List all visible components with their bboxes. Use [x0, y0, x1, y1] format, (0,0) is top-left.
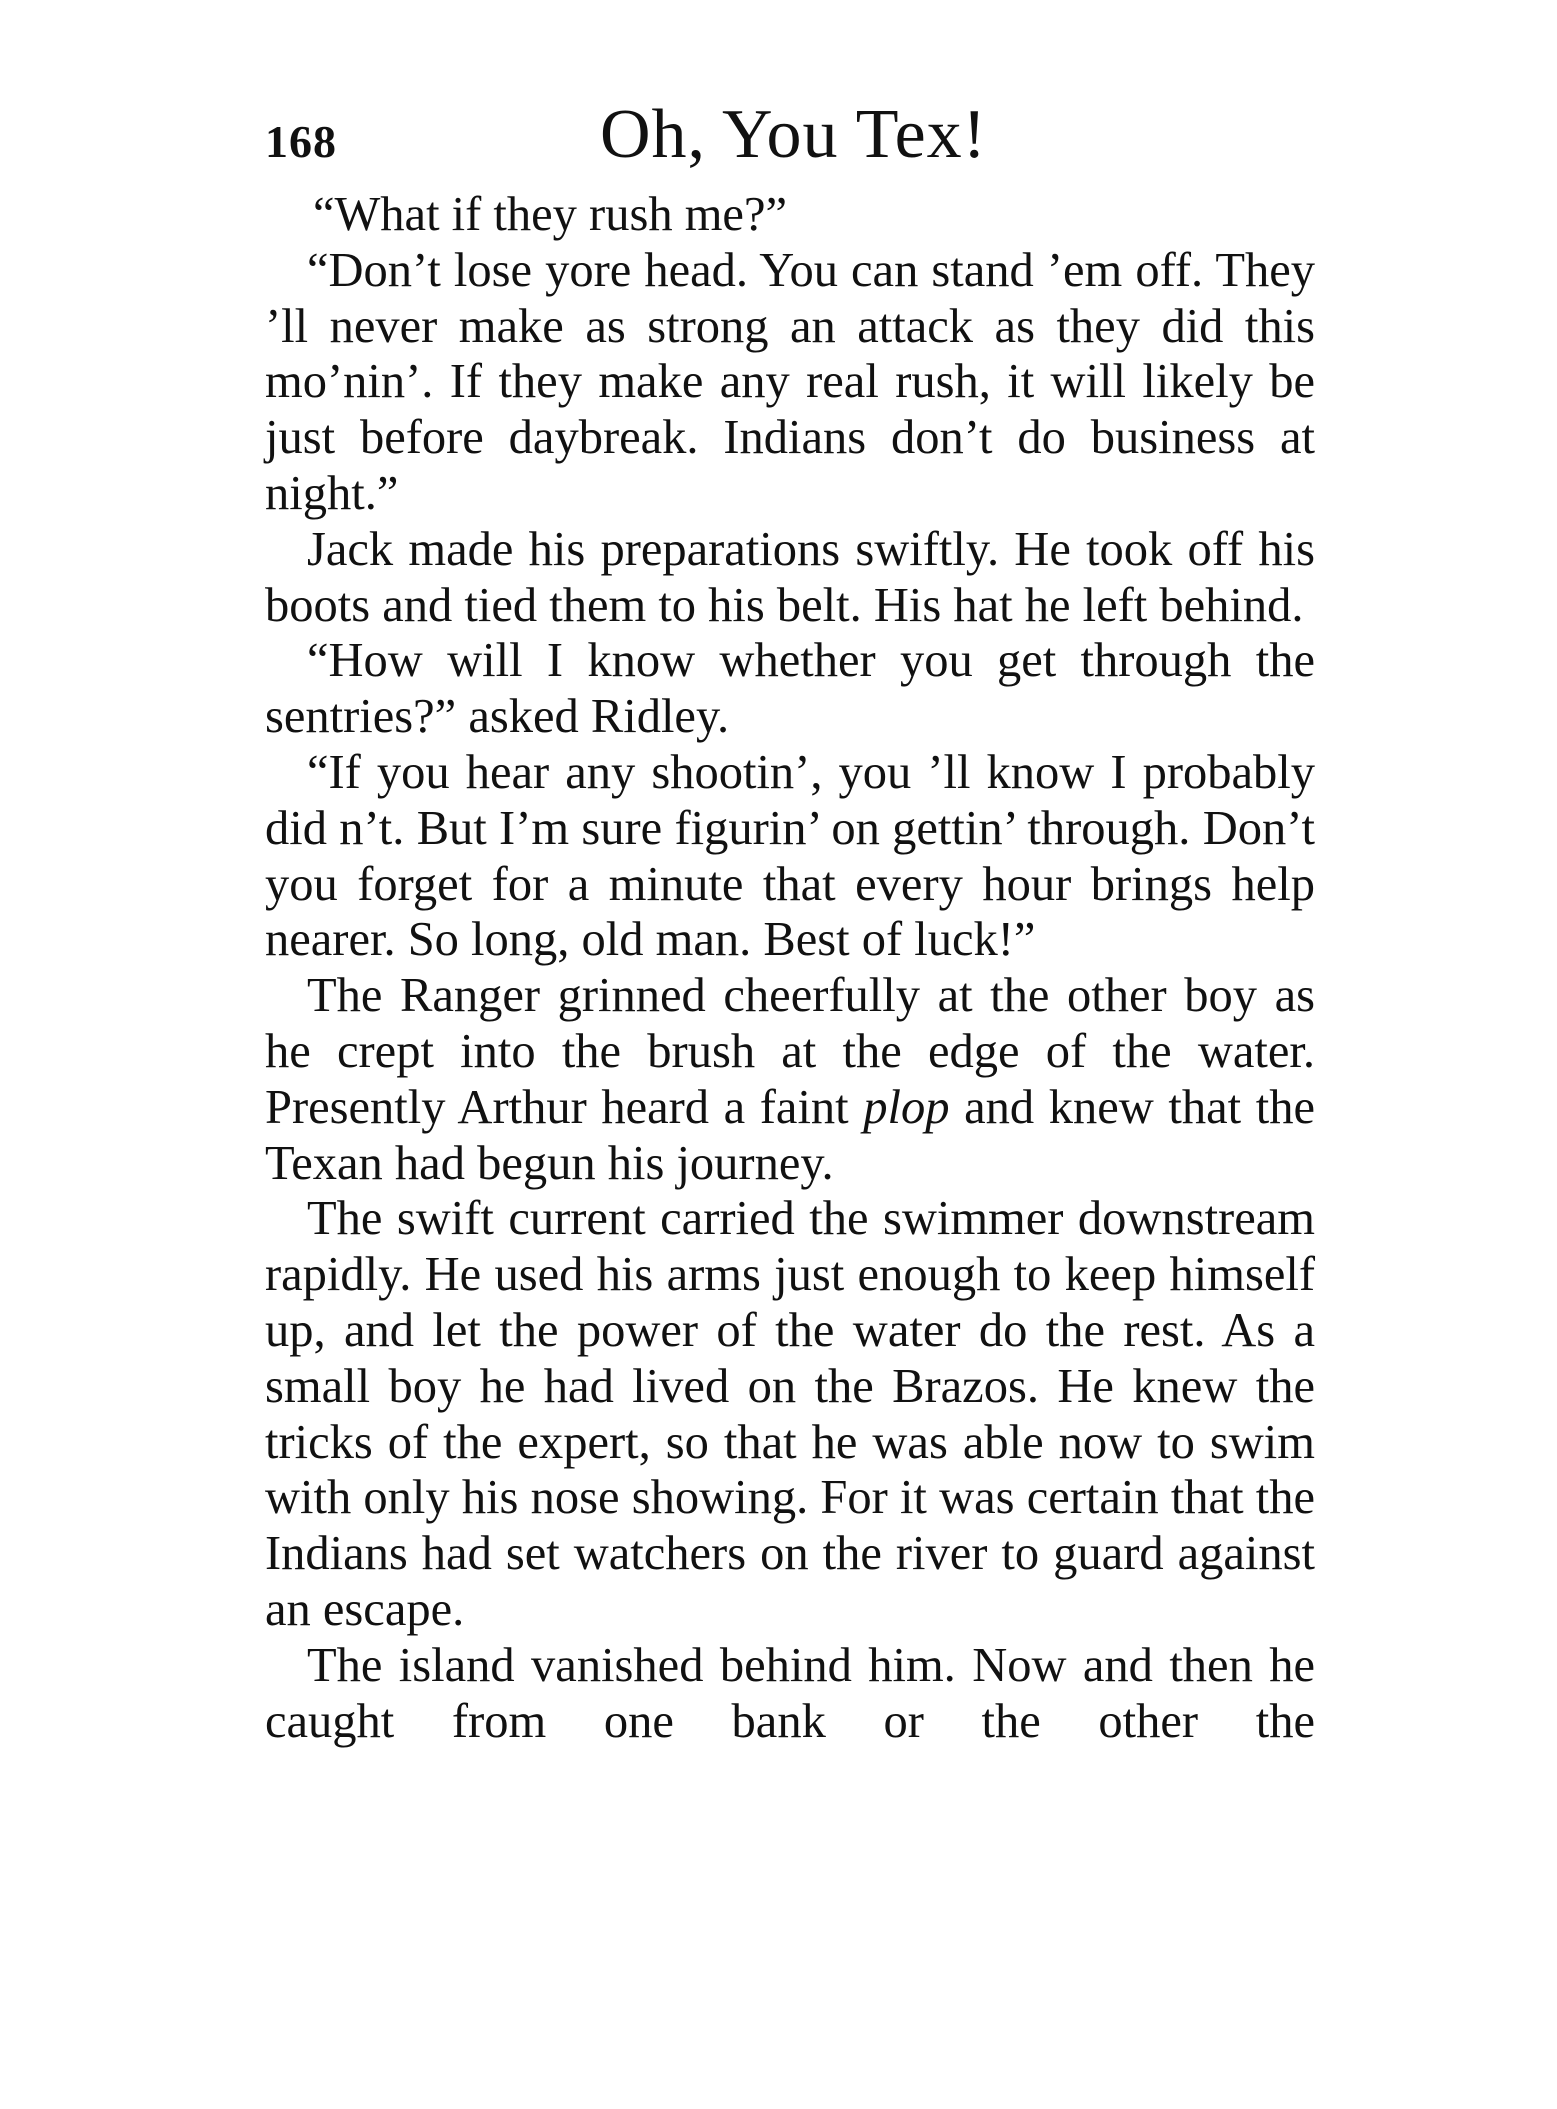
- paragraph: [265, 968, 1315, 1191]
- page-header: [265, 95, 1315, 185]
- italic-word: plop: [863, 1080, 950, 1134]
- paragraph: “If you hear any shootin’, you ’ll know I probably did n’t. But I’m sure figurin’ on gettin’ through. Don’t you forget for a minute that every hour brings help nearer. So long, old man. Best of luck!”: [265, 745, 1315, 967]
- paragraph: “What if they rush me?”: [313, 188, 788, 241]
- paragraph-text: The Ranger grinned cheerfully at the other boy as he crept into the brush at the edge of the water. Presently Arthur heard a faint: [265, 969, 1315, 1134]
- paragraph: “How will I know whether you get through the sentries?” asked Ridley.: [265, 634, 1315, 744]
- paragraph: Jack made his preparations swiftly. He took off his boots and tied them to his belt. His hat he left behind.: [265, 522, 1315, 632]
- paragraph: The island vanished behind him. Now and then he caught from one bank or the other the: [265, 1638, 1315, 1748]
- running-title: Oh, You Tex!: [600, 96, 987, 173]
- paragraph-text: and knew that the Texan had begun his journey.: [265, 1080, 1315, 1190]
- page-number: 168: [265, 116, 337, 167]
- paragraph: The swift current carried the swimmer downstream rapidly. He used his arms just enough to keep himself up, and let the power of the water do the rest. As a small boy he had lived on the Brazos. He knew the tricks of the expert, so that he was able now to swim with only his nose showing. For it was certain that the Indians had set watchers on the river to guard against an escape.: [265, 1192, 1315, 1636]
- paragraph: “Don’t lose yore head. You can stand ’em off. They ’ll never make as strong an attack as they did this mo’nin’. If they make any real rush, it will likely be just before daybreak. Indians don’t do business at night.”: [265, 243, 1315, 520]
- body-text: [265, 187, 1315, 1749]
